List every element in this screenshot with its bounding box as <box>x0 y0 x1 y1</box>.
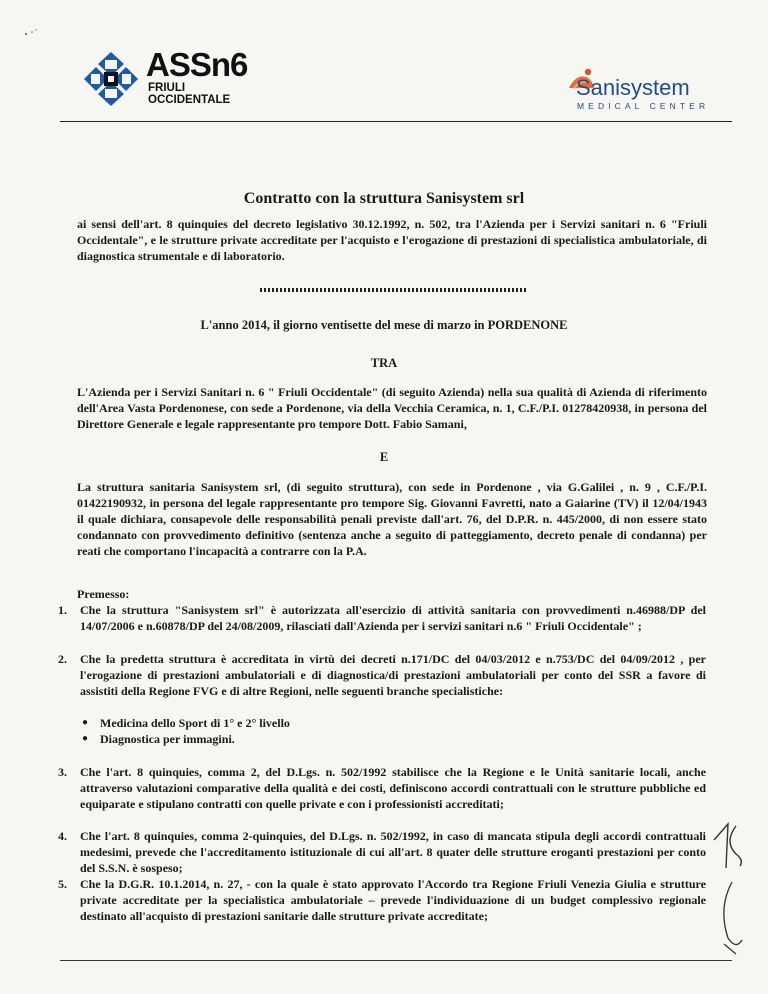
item-number: 2. <box>58 652 67 666</box>
handwritten-initials <box>706 820 756 960</box>
branch-item: Diagnostica per immagini. <box>100 732 235 746</box>
scan-speck <box>24 28 44 38</box>
item-number: 3. <box>58 765 67 779</box>
premise-item: Che l'art. 8 quinquies, comma 2, del D.Lgs. n. 502/1992 stabilisce che la Regione e le Unità sanitarie locali, anche attraverso valutazioni comparative della qualità e dei costi, definiscono accordi contrattuali con le strutture pubbliche ed equiparate e stipulano contratti con quelle private e con i professionisti accreditati; <box>80 765 706 811</box>
document-title: Contratto con la struttura Sanisystem srl <box>243 190 525 207</box>
branch-item: Medicina dello Sport di 1° e 2° livello <box>100 716 290 730</box>
date-line: L'anno 2014, il giorno ventisette del mese di marzo in PORDENONE <box>200 318 568 332</box>
e-heading: E <box>379 450 389 464</box>
premise-item: Che la struttura "Sanisystem srl" è autorizzata all'esercizio di attività sanitaria con provvedimenti n.46988/DP del 14/07/2006 e n.60878/DP del 24/08/2009, rilasciati dall'Azienda per i servizi sanitari n.6 " Friuli Occidentale" ; <box>80 603 706 633</box>
intro-paragraph: ai sensi dell'art. 8 quinquies del decreto legislativo 30.12.1992, n. 502, tra l'Azienda per i Servizi sanitari n. 6 "Friuli Occidentale", e le strutture private accreditate per l'acquisto e l'erogazione di prestazioni di specialistica ambulatoriale, di diagnostica strumentale e di laboratorio. <box>77 217 707 263</box>
footer-divider <box>60 960 732 961</box>
party-struttura: La struttura sanitaria Sanisystem srl, (di seguito struttura), con sede in Pordenone , via G.Galilei , n. 9 , C.F./P.I. 01422190932, in persona del legale rappresentante pro tempore Sig. Giovanni Favretti, nato a Gaiarine (TV) il 12/04/1943 il quale dichiara, consapevole delle responsabilità penali previste dall'art. 76, del D.P.R. n. 445/2000, di non essere stato condannato con provvedimento definitivo (sentenza anche a seguito di patteggiamento, decreto penale di condanna) per reati che comportano l'incapacità a contrarre con la P.A. <box>77 480 707 558</box>
assn6-logo <box>80 48 280 110</box>
premise-item: Che la predetta struttura è accreditata in virtù dei decreti n.171/DC del 04/03/2012 e n.753/DC del 04/09/2012 , per l'erogazione di prestazioni ambulatoriali e di diagnostica/di prestazioni ambulatoriali per conto del SSR a favore di assistiti della Regione FVG e di altre Regioni, nelle seguenti branche specialistiche: <box>80 652 706 698</box>
assn6-subtitle <box>148 82 230 106</box>
premise-item: Che la D.G.R. 10.1.2014, n. 27, - con la quale è stato approvato l'Accordo tra Regione Friuli Venezia Giulia e strutture private accreditate per la specialistica ambulatoriale – prevede l'individuazione di un budget complessivo regionale destinato all'acquisto di prestazioni sanitarie dalle strutture private accreditate; <box>80 877 706 923</box>
item-number: 1. <box>58 603 67 617</box>
item-number: 5. <box>58 877 67 891</box>
assn6-line1: FRIULI <box>148 82 186 94</box>
party-azienda: L'Azienda per i Servizi Sanitari n. 6 " Friuli Occidentale" (di seguito Azienda) nella sua qualità di Azienda di riferimento dell'Area Vasta Pordenonese, con sede a Pordenone, via della Vecchia Ceramica, n. 1, C.F./P.I. 01278420938, in persona del Direttore Generale e legale rappresentante pro tempore Dott. Fabio Samani, <box>77 385 707 431</box>
sanisystem-logo <box>556 62 726 112</box>
sanisystem-tagline: MEDICAL CENTER <box>577 101 710 111</box>
assn6-line2: OCCIDENTALE <box>148 94 231 106</box>
tra-heading: TRA <box>370 356 398 370</box>
bullet-icon: ● <box>82 717 89 728</box>
premesso-heading: Premesso: <box>77 587 130 601</box>
assn6-name: ASSn6 <box>146 46 248 83</box>
item-number: 4. <box>58 829 67 843</box>
dotted-separator <box>260 288 528 292</box>
sanisystem-name: Sanisystem <box>576 75 690 100</box>
header-divider <box>60 121 732 122</box>
assn6-emblem-icon <box>80 50 142 108</box>
bullet-icon: ● <box>82 733 89 744</box>
premise-item: Che l'art. 8 quinquies, comma 2-quinquies, del D.Lgs. n. 502/1992, in caso di mancata stipula degli accordi contrattuali medesimi, prevede che l'accreditamento istituzionale di cui all'art. 8 quater delle strutture eroganti prestazioni per conto del S.S.N. è sospeso; <box>80 829 706 875</box>
